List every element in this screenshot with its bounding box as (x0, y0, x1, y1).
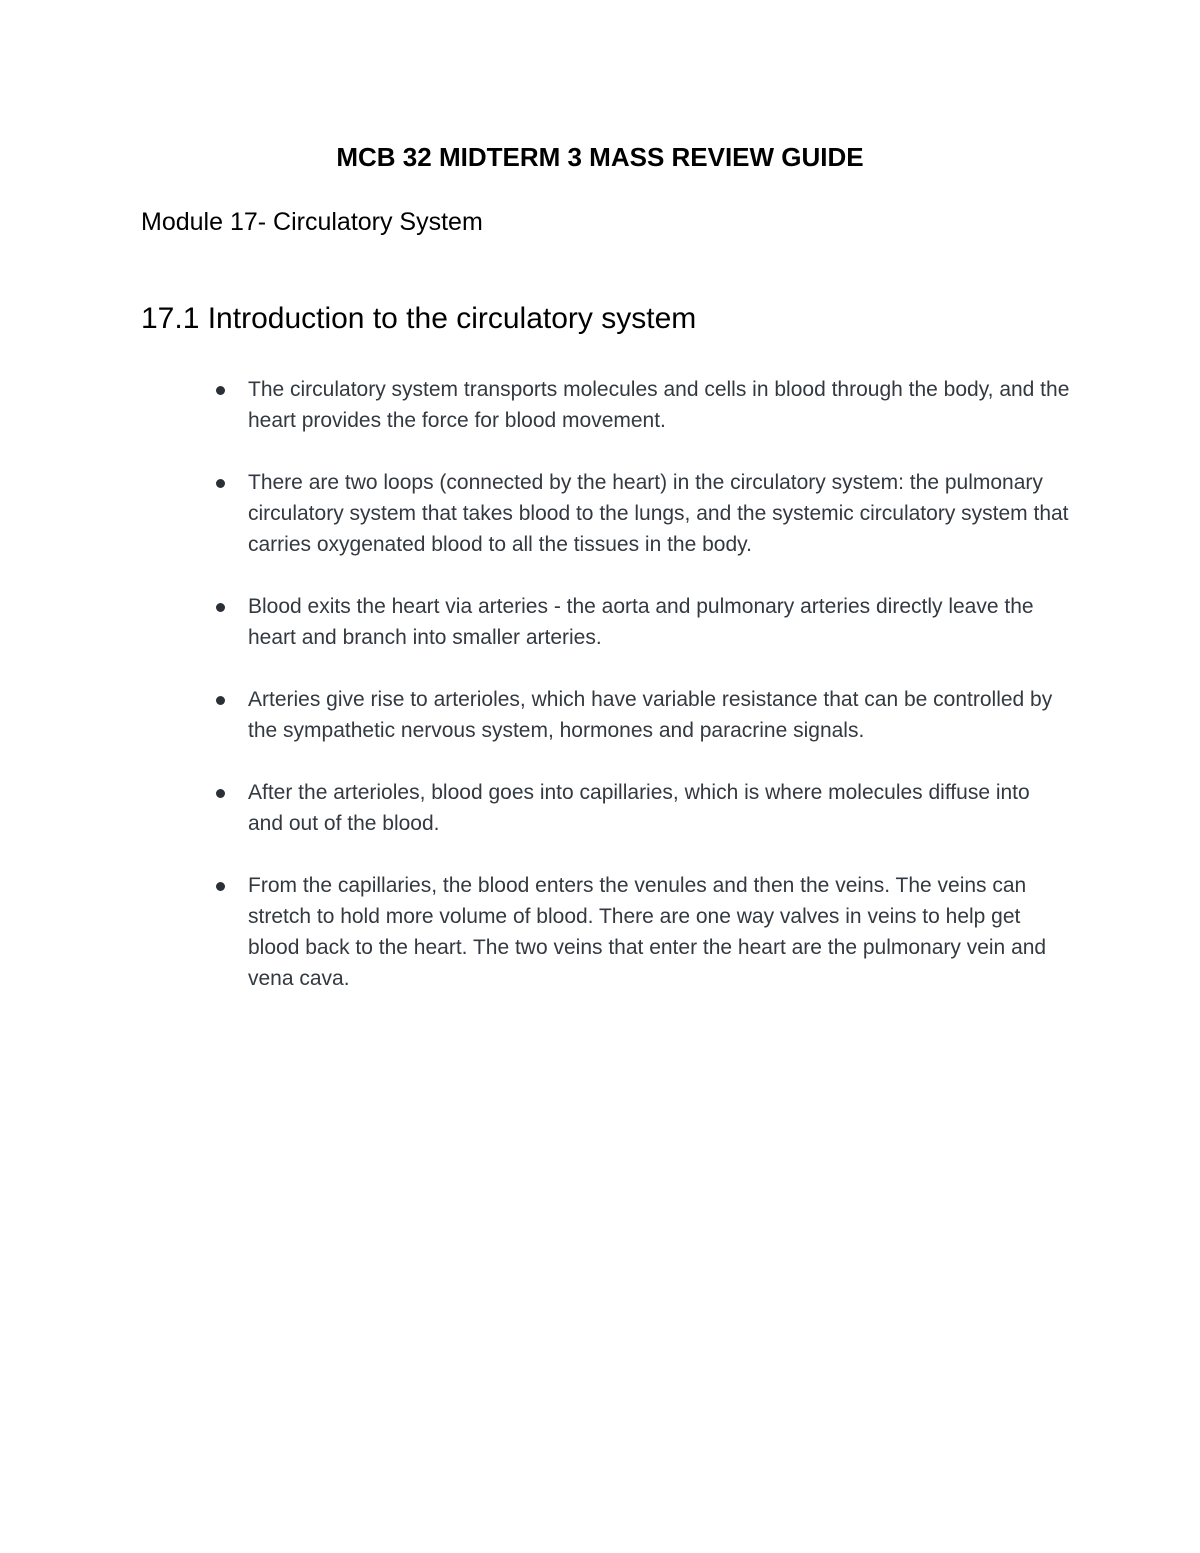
bullet-text: From the capillaries, the blood enters the venules and then the veins. The veins can stretch to hold more volume of blood. There are one way valves in veins to help get blood back to the heart. The two veins that enter the heart are the pulmonary vein and vena cava. (248, 874, 1047, 990)
bullet-text: The circulatory system transports molecules and cells in blood through the body, and the heart provides the force for blood movement. (248, 378, 1070, 432)
bullet-list (0, 374, 1200, 1025)
bullet-dot-icon (216, 789, 225, 798)
bullet-dot-icon (216, 603, 225, 612)
list-item (0, 777, 1200, 839)
section-heading: 17.1 Introduction to the circulatory system (141, 302, 697, 335)
list-item (0, 591, 1200, 653)
list-item (0, 467, 1200, 560)
bullet-dot-icon (216, 696, 225, 705)
bullet-dot-icon (216, 479, 225, 488)
module-heading: Module 17- Circulatory System (141, 208, 483, 236)
list-item (0, 684, 1200, 746)
bullet-text: Arteries give rise to arterioles, which have variable resistance that can be controlled by the sympathetic nervous system, hormones and paracrine signals. (248, 688, 1053, 742)
bullet-text: Blood exits the heart via arteries - the aorta and pulmonary arteries directly leave the heart and branch into smaller arteries. (248, 595, 1034, 649)
list-item (0, 374, 1200, 436)
bullet-text: There are two loops (connected by the heart) in the circulatory system: the pulmonary circulatory system that takes blood to the lungs, and the systemic circulatory system that carries oxygenated blood to all the tissues in the body. (248, 471, 1069, 556)
bullet-dot-icon (216, 882, 225, 891)
document-title: MCB 32 MIDTERM 3 MASS REVIEW GUIDE (336, 142, 864, 172)
bullet-text: After the arterioles, blood goes into capillaries, which is where molecules diffuse into and out of the blood. (248, 781, 1030, 835)
bullet-dot-icon (216, 386, 225, 395)
list-item (0, 870, 1200, 994)
